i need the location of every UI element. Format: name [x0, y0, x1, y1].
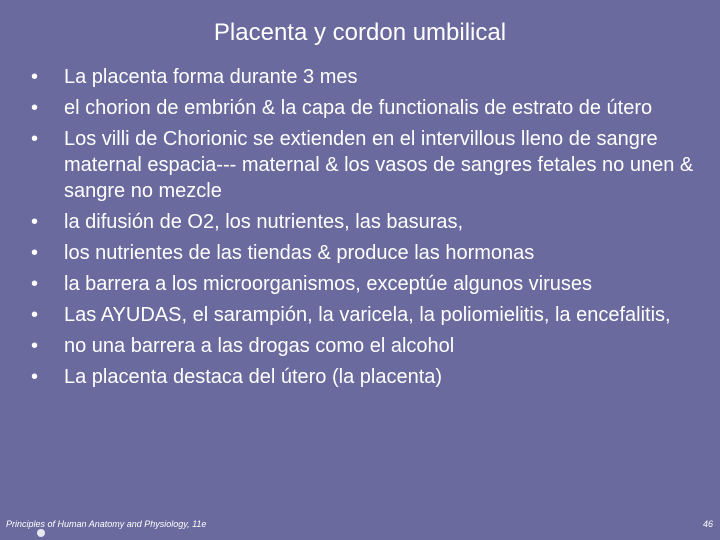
bullet-item [30, 333, 696, 359]
bullet-text: La placenta forma durante 3 mes [64, 66, 358, 88]
footer-dot-icon [37, 529, 45, 537]
bullet-item [30, 126, 696, 204]
bullet-item [30, 302, 696, 328]
footer-citation: Principles of Human Anatomy and Physiology, 11e [6, 519, 207, 529]
bullet-text: la difusión de O2, los nutrientes, las basuras, [64, 211, 464, 233]
bullet-text: Los villi de Chorionic se extienden en el intervillous lleno de sangre maternal espacia--- maternal & los vasos de sangres fetales no unen & sangre no mezcle [64, 128, 694, 202]
bullet-text: el chorion de embrión & la capa de functionalis de estrato de útero [64, 97, 653, 119]
slide-title: Placenta y cordon umbilical [213, 19, 507, 46]
bullet-item [30, 64, 696, 90]
bullet-icon: • [31, 335, 39, 357]
bullet-item [30, 364, 696, 390]
bullet-text: no una barrera a las drogas como el alcohol [64, 335, 455, 357]
bullet-icon: • [31, 366, 39, 388]
bullet-icon: • [31, 304, 39, 326]
bullet-icon: • [31, 66, 39, 88]
bullet-item [30, 209, 696, 235]
bullet-text: la barrera a los microorganismos, exceptúe algunos viruses [64, 273, 593, 295]
bullet-list [30, 64, 696, 395]
bullet-icon: • [31, 211, 39, 233]
bullet-item [30, 271, 696, 297]
bullet-icon: • [31, 128, 39, 150]
bullet-item [30, 95, 696, 121]
bullet-icon: • [31, 97, 39, 119]
page-number: 46 [702, 519, 713, 529]
bullet-text: Las AYUDAS, el sarampión, la varicela, la poliomielitis, la encefalitis, [64, 304, 671, 326]
bullet-text: La placenta destaca del útero (la placenta) [64, 366, 443, 388]
bullet-icon: • [31, 242, 39, 264]
bullet-item [30, 240, 696, 266]
bullet-text: los nutrientes de las tiendas & produce las hormonas [64, 242, 535, 264]
bullet-icon: • [31, 273, 39, 295]
